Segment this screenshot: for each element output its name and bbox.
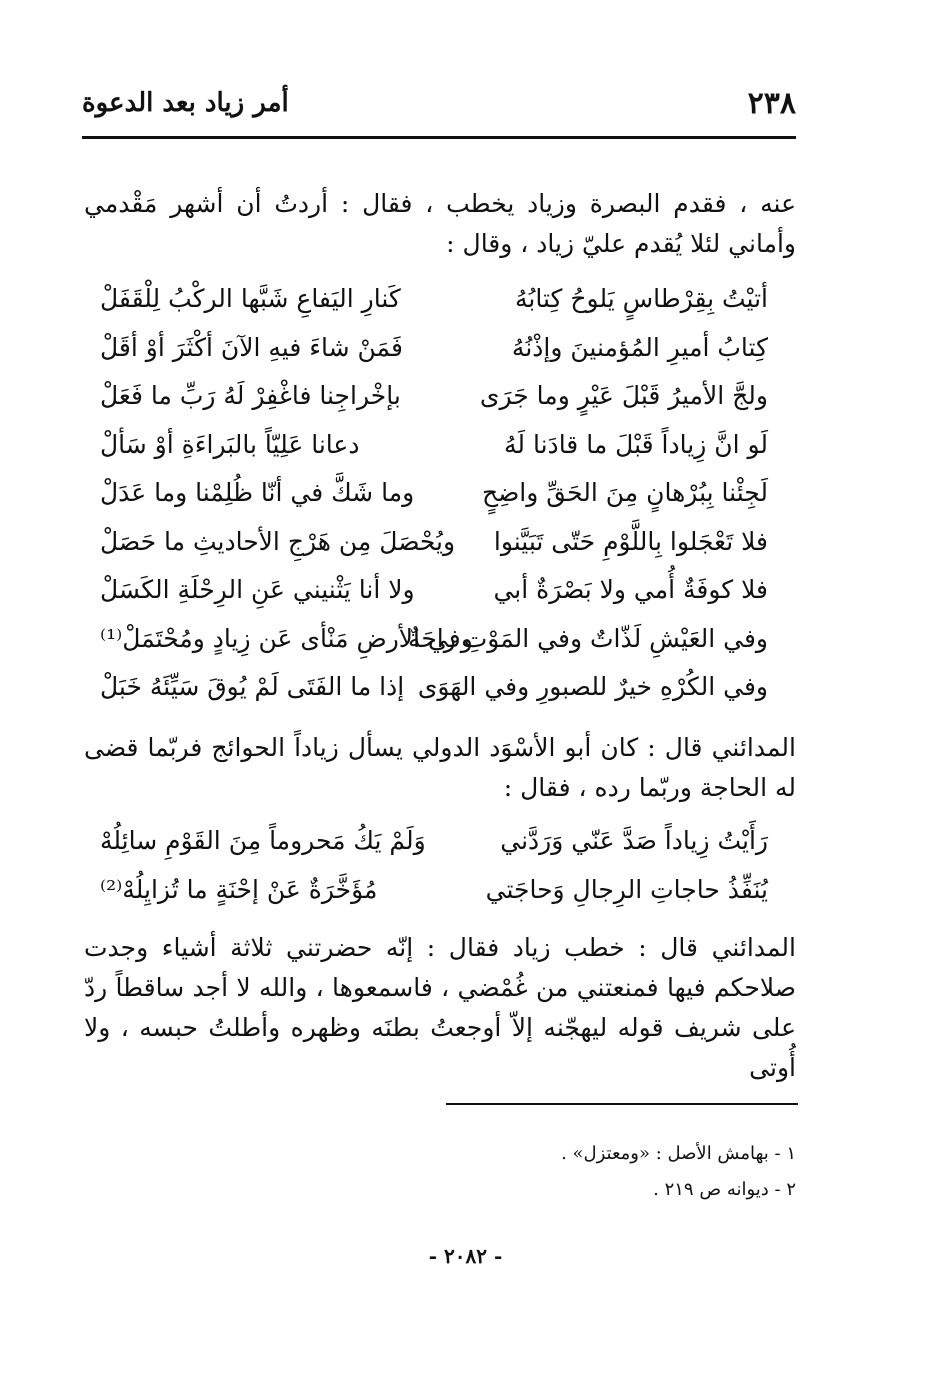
verse-first-hemistich: أتيْتُ بِقِرْطاسٍ يَلوحُ كِتابُهُ — [515, 284, 768, 313]
verse-first-hemistich: رَأَيْتُ زِياداً صَدَّ عَنّي وَرَدَّني — [500, 826, 768, 855]
paragraph-3: المدائني قال : خطب زياد فقال : إنّه حضرتني ثلاثة أشياء وجدت صلاحكم فيها فمنعتني من غُمْضي ، فاسمعوها ، والله لا أجد ساقطاً ردّ على شريف قوله ليهجّنه إلاّ أوجعتُ بطنَه وظهره وأطلتُ حبسه ، ولا أُوتى — [84, 933, 796, 1082]
footnote-1: ١ - بهامش الأصل : «ومعتزل» . — [561, 1143, 796, 1164]
verse-first-hemistich: فلا كوفَةٌ أُمي ولا بَصْرَةٌ أبي — [493, 575, 768, 604]
folio-number: - ٢٠٨٢ - — [428, 1244, 503, 1268]
verse-line — [100, 575, 768, 624]
verse-first-hemistich: كِتابُ أميرِ المُؤمنينَ وإذْنُهُ — [511, 332, 768, 362]
verse-line — [100, 333, 768, 382]
verse-line — [100, 672, 768, 721]
verse-first-hemistich: لَجِئْنا بِبُرْهانٍ مِنَ الحَقِّ واضِحٍ — [481, 478, 768, 507]
header-rule — [82, 136, 796, 139]
verse-first-hemistich: لَو انَّ زِياداً قَبْلَ ما قادَنا لَهُ — [504, 429, 768, 459]
verse-first-hemistich: ولجَّ الأميرُ قَبْلَ عَيْرٍ وما جَرَى — [479, 381, 768, 410]
verse-first-hemistich: وفي الكُرْهِ خيرٌ للصبورِ وفي الهَوَى — [417, 672, 768, 701]
verse-line — [100, 430, 768, 479]
footnote-2: ٢ - ديوانه ص ٢١٩ . — [653, 1179, 796, 1200]
verse-second-hemistich: ولا أنا يَثْنيني عَنِ الرِحْلَةِ الكَسَلْ — [100, 575, 415, 604]
verse-second-hemistich: دعانا عَلِيّاً بالبَراءَةِ أوْ سَألْ — [100, 429, 360, 459]
page-number: ٢٣٨ — [747, 86, 796, 121]
verse-second-hemistich: فَمَنْ شاءَ فيهِ الآنَ أكْثَرَ أوْ أقَلْ — [100, 332, 403, 362]
verse-first-hemistich: فلا تَعْجَلوا بِاللَّوْمِ حَتّى تَبَيَّنوا — [493, 526, 768, 556]
verse-second-hemistich: ويُحْصَلَ مِن هَرْجِ الأحاديثِ ما حَصَلْ — [100, 526, 456, 556]
verse-line — [100, 826, 768, 875]
poem-1 — [100, 284, 768, 721]
verse-line — [100, 478, 768, 527]
running-title: أمر زياد بعد الدعوة — [82, 88, 289, 118]
verse-line — [100, 875, 768, 924]
verse-second-hemistich: وفي الأرضِ مَنْأى عَن زِيادٍ ومُحْتَمَلْ⁽¹⁾ — [100, 623, 473, 653]
verse-second-hemistich: كَنارِ اليَفاعِ شَبَّها الركْبُ لِلْقَفَلْ — [100, 284, 401, 313]
verse-first-hemistich: يُنَفِّذُ حاجاتِ الرِجالِ وَحاجَتي — [485, 874, 768, 904]
verse-second-hemistich: بإخْراجِنا فاغْفِرْ لَهُ رَبِّ ما فَعَلْ — [100, 381, 401, 410]
verse-line — [100, 381, 768, 430]
verse-second-hemistich: إذا ما الفَتَى لَمْ يُوقَ سَيِّئَهُ خَبَلْ — [100, 672, 405, 701]
verse-line — [100, 624, 768, 673]
verse-line — [100, 284, 768, 333]
footnotes — [236, 1136, 796, 1208]
verse-second-hemistich: وما شَكَّ في أنّا ظُلِمْنا وما عَدَلْ — [100, 478, 415, 507]
footnote-rule — [446, 1103, 798, 1105]
verse-line — [100, 527, 768, 576]
page-header — [82, 86, 796, 130]
paragraph-1: عنه ، فقدم البصرة وزياد يخطب ، فقال : أردتُ أن أشهر مَقْدمي وأماني لئلا يُقدم عليّ زياد ، وقال : — [84, 189, 796, 258]
poem-2 — [100, 826, 768, 923]
verse-second-hemistich: مُؤَخَّرَةٌ عَنْ إحْنَةٍ ما تُزايِلُهْ⁽²⁾ — [100, 874, 378, 904]
verse-second-hemistich: وَلَمْ يَكُ مَحروماً مِنَ القَوْمِ سائِلُهْ — [100, 826, 426, 855]
verse-first-hemistich: وفي العَيْشِ لَذّاتٌ وفي المَوْتِ راحَةٌ — [407, 623, 768, 653]
paragraph-2: المدائني قال : كان أبو الأسْوَد الدولي يسأل زياداً الحوائج فربّما قضى له الحاجة وربّما رده ، فقال : — [84, 733, 796, 802]
